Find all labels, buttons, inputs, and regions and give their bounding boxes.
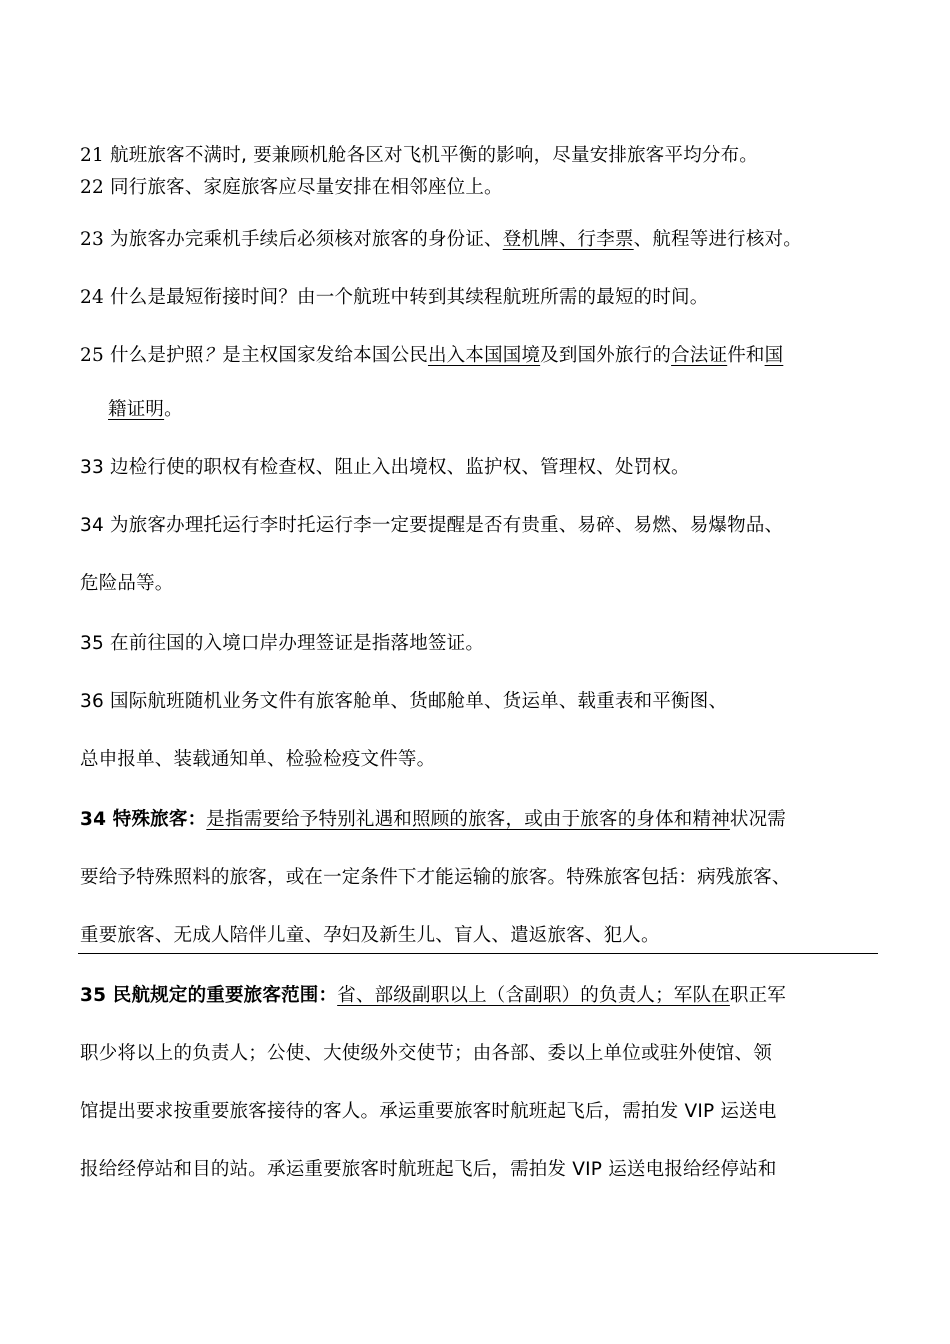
item-24 (80, 286, 708, 310)
item-text: 在前往国的入境口岸办理签证是指落地签证。 (110, 633, 485, 654)
item-number: 34 (80, 515, 104, 536)
item-text: 要给予特殊照料的旅客，或在一定条件下才能运输的旅客。特殊旅客包括：病残旅客、 (80, 867, 791, 888)
item-text: 国际航班随机业务文件有旅客舱单、货邮舱单、货运单、载重表和平衡图、 (110, 691, 728, 712)
underlined-text: 籍证明 (108, 399, 165, 420)
item-text: 总申报单、装载通知单、检验检疫文件等。 (80, 749, 436, 770)
item-number: 22 (80, 177, 104, 198)
item-25-continued (108, 398, 183, 422)
item-34-continued (80, 572, 174, 596)
item-35 (80, 632, 484, 656)
item-text: 职正军 (729, 985, 786, 1006)
vip-passengers-paragraph (80, 984, 786, 1008)
item-text: 同行旅客、家庭旅客应尽量安排在相邻座位上。 (110, 177, 503, 198)
item-34 (80, 514, 783, 538)
item-number: 35 (80, 633, 104, 654)
item-25 (80, 344, 783, 368)
vip-passengers-line-2 (80, 1042, 772, 1066)
item-text: 重要旅客、无成人陪伴儿童、孕妇及新生儿、盲人、遣返旅客、犯人。 (80, 925, 660, 946)
item-number: 23 (80, 229, 104, 250)
item-36 (80, 690, 727, 714)
underlined-text: 登机牌、行李票 (502, 229, 634, 250)
item-text: 馆提出要求按重要旅客接待的客人。承运重要旅客时航班起飞后，需拍发 VIP 运送电 (80, 1101, 777, 1122)
item-text: 为旅客办完乘机手续后必须核对旅客的身份证、 (110, 229, 503, 250)
horizontal-rule (78, 953, 878, 954)
item-text: 危险品等。 (80, 573, 174, 594)
item-number: 36 (80, 691, 104, 712)
underlined-text: 省、部级副职以上（含副职）的负责人；军队在 (337, 985, 730, 1006)
item-text: 航班旅客不满时, 要兼顾机舱各区对飞机平衡的影响，尽量安排旅客平均分布。 (110, 145, 759, 166)
item-text: 职少将以上的负责人；公使、大使级外交使节；由各部、委以上单位或驻外使馆、领 (80, 1043, 772, 1064)
item-number: 33 (80, 457, 104, 478)
item-text: 是主权国家发给本国公民 (222, 345, 428, 366)
item-text: 件和 (727, 345, 765, 366)
underlined-text: 出入本国国境 (427, 345, 541, 366)
underlined-text: 国 (764, 345, 784, 366)
item-text: 边检行使的职权有检查权、阻止入出境权、监护权、管理权、处罚权。 (110, 457, 690, 478)
item-text: 为旅客办理托运行李时托运行李一定要提醒是否有贵重、易碎、易燃、易爆物品、 (110, 515, 784, 536)
item-text: 什么是护照 (110, 345, 204, 366)
vip-passengers-line-3 (80, 1100, 777, 1124)
vip-passengers-line-4 (80, 1158, 777, 1182)
item-number: 24 (80, 287, 104, 308)
item-text: 报给经停站和目的站。承运重要旅客时航班起飞后，需拍发 VIP 运送电报给经停站和 (80, 1159, 777, 1180)
special-passengers-line-2 (80, 866, 791, 890)
section-heading: 35 民航规定的重要旅客范围： (80, 985, 338, 1006)
special-passengers-line-3 (80, 924, 660, 948)
item-number: 25 (80, 345, 104, 366)
item-text: 什么是最短衔接时间？由一个航班中转到其续程航班所需的最短的时间。 (110, 287, 709, 308)
item-21 (80, 144, 758, 168)
item-22 (80, 176, 503, 200)
section-heading: 34 特殊旅客： (80, 809, 207, 830)
item-33 (80, 456, 690, 480)
item-text: 、航程等进行核对。 (633, 229, 802, 250)
underlined-text: 合法证 (671, 345, 728, 366)
underlined-text: 是指需要给予特别礼遇和照顾的旅客，或由于旅客的身体和精神 (206, 809, 730, 830)
item-text: 。 (164, 399, 183, 420)
item-number: 21 (80, 145, 104, 166)
question-mark: ？ (203, 345, 223, 366)
item-text: 及到国外旅行的 (540, 345, 672, 366)
special-passengers-paragraph (80, 808, 786, 832)
item-23 (80, 228, 802, 252)
item-text: 状况需 (729, 809, 787, 830)
item-36-continued (80, 748, 435, 772)
